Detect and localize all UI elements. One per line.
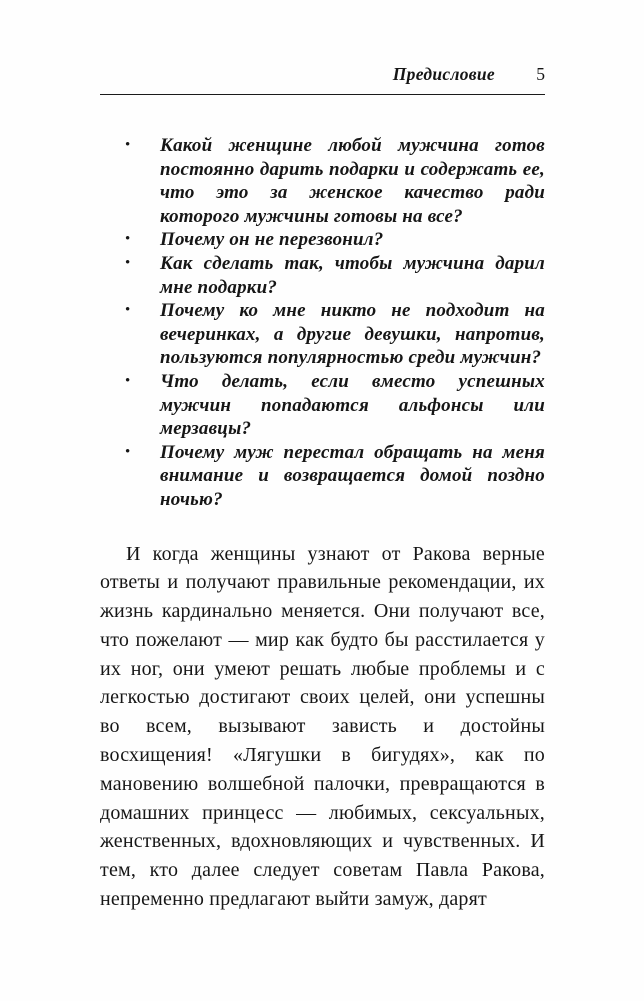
- list-item: [100, 441, 545, 512]
- list-item: [100, 252, 545, 299]
- running-head-title: Предисловие: [392, 64, 495, 84]
- list-item: [100, 299, 545, 370]
- bullet-icon: •: [125, 254, 131, 271]
- question-text: Почему муж перестал обращать на меня внимание и возвращается домой поздно ночью?: [160, 441, 545, 510]
- bullet-icon: •: [125, 231, 131, 248]
- question-text: Почему ко мне никто не подходит на вечеринках, а другие девушки, напротив, пользуются популярностью среди мужчин?: [160, 300, 545, 369]
- page-header: [100, 64, 545, 95]
- question-text: Что делать, если вместо успешных мужчин попадаются альфонсы или мерзавцы?: [160, 370, 545, 440]
- question-text: Какой женщине любой мужчина готов постоянно дарить подарки и содержать ее, что это за женское качество ради которого мужчины готовы на все?: [160, 135, 545, 227]
- list-item: [100, 228, 545, 252]
- bullet-icon: •: [125, 443, 131, 460]
- bullet-icon: •: [125, 302, 131, 319]
- body-paragraph: И когда женщины узнают от Ракова верные ответы и получают правильные рекомендации, их жизнь кардинально меняется. Они получают все, что пожелают — мир как будто бы расстилается у их ног, они умеют решать любые проблемы и с легкостью достигают своих целей, они успешны во всем, вызывают зависть и достойны восхищения! «Лягушки в бигудях», как по мановению волшебной палочки, превращаются в домашних принцесс — любимых, сексуальных, женственных, вдохновляющих и чувственных. И тем, кто далее следует советам Павла Ракова, непременно предлагают выйти замуж, дарят: [100, 542, 545, 911]
- question-text: Почему он не перезвонил?: [160, 229, 384, 251]
- list-item: [100, 134, 545, 228]
- bullet-icon: •: [125, 372, 131, 389]
- question-text: Как сделать так, чтобы мужчина дарил мне подарки?: [160, 252, 545, 298]
- page-number: 5: [536, 64, 545, 84]
- questions-list: [100, 134, 545, 512]
- bullet-icon: •: [125, 137, 131, 153]
- list-item: [100, 370, 545, 441]
